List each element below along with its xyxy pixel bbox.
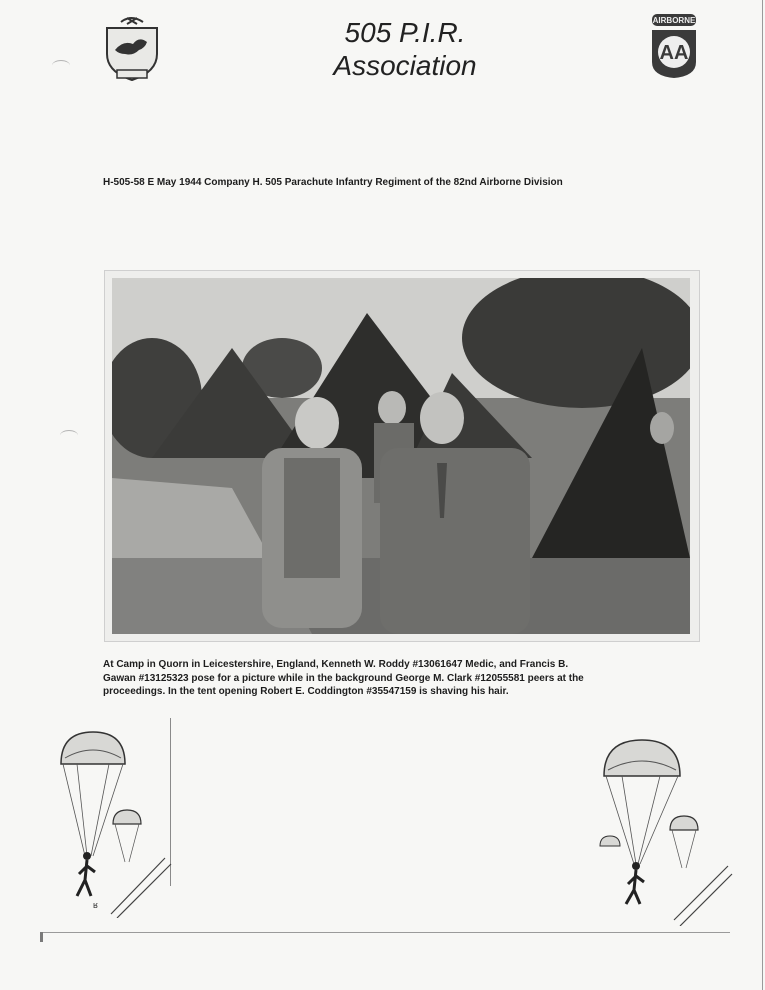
parachutist-icon [55,728,175,918]
footer-rule-tick [40,932,43,942]
airborne-division-insignia-icon [650,12,698,80]
caption-line-3: proceedings. In the tent opening Robert E. Coddington #35547159 is shaving his hair. [103,686,509,697]
caption-line-1: At Camp in Quorn in Leicestershire, England, Kenneth W. Roddy #13061647 Medic, and Francis B. [103,659,569,670]
caption-line-2: Gawan #13125323 pose for a picture while in the background George M. Clark #12055581 peers at the [103,672,584,684]
binder-hole-mark [60,430,78,441]
title-line-1: 505 P.I.R. [344,17,466,48]
parachutist-icon [596,736,736,926]
insignia-top-label: AIRBORNE [652,16,696,25]
association-title [300,16,510,82]
photo-caption [103,658,715,699]
regiment-crest-icon [103,14,161,82]
historic-photograph [112,278,690,634]
binder-hole-mark [52,60,70,71]
photo-reference-line: H-505-58 E May 1944 Company H. 505 Parachute Infantry Regiment of the 82nd Airborne Division [103,177,563,188]
title-line-2: Association [333,50,477,81]
footer-rule [40,932,730,933]
insignia-monogram: AA [659,42,689,64]
page-edge [762,0,763,990]
svg-text:ʁ: ʁ [93,900,98,910]
